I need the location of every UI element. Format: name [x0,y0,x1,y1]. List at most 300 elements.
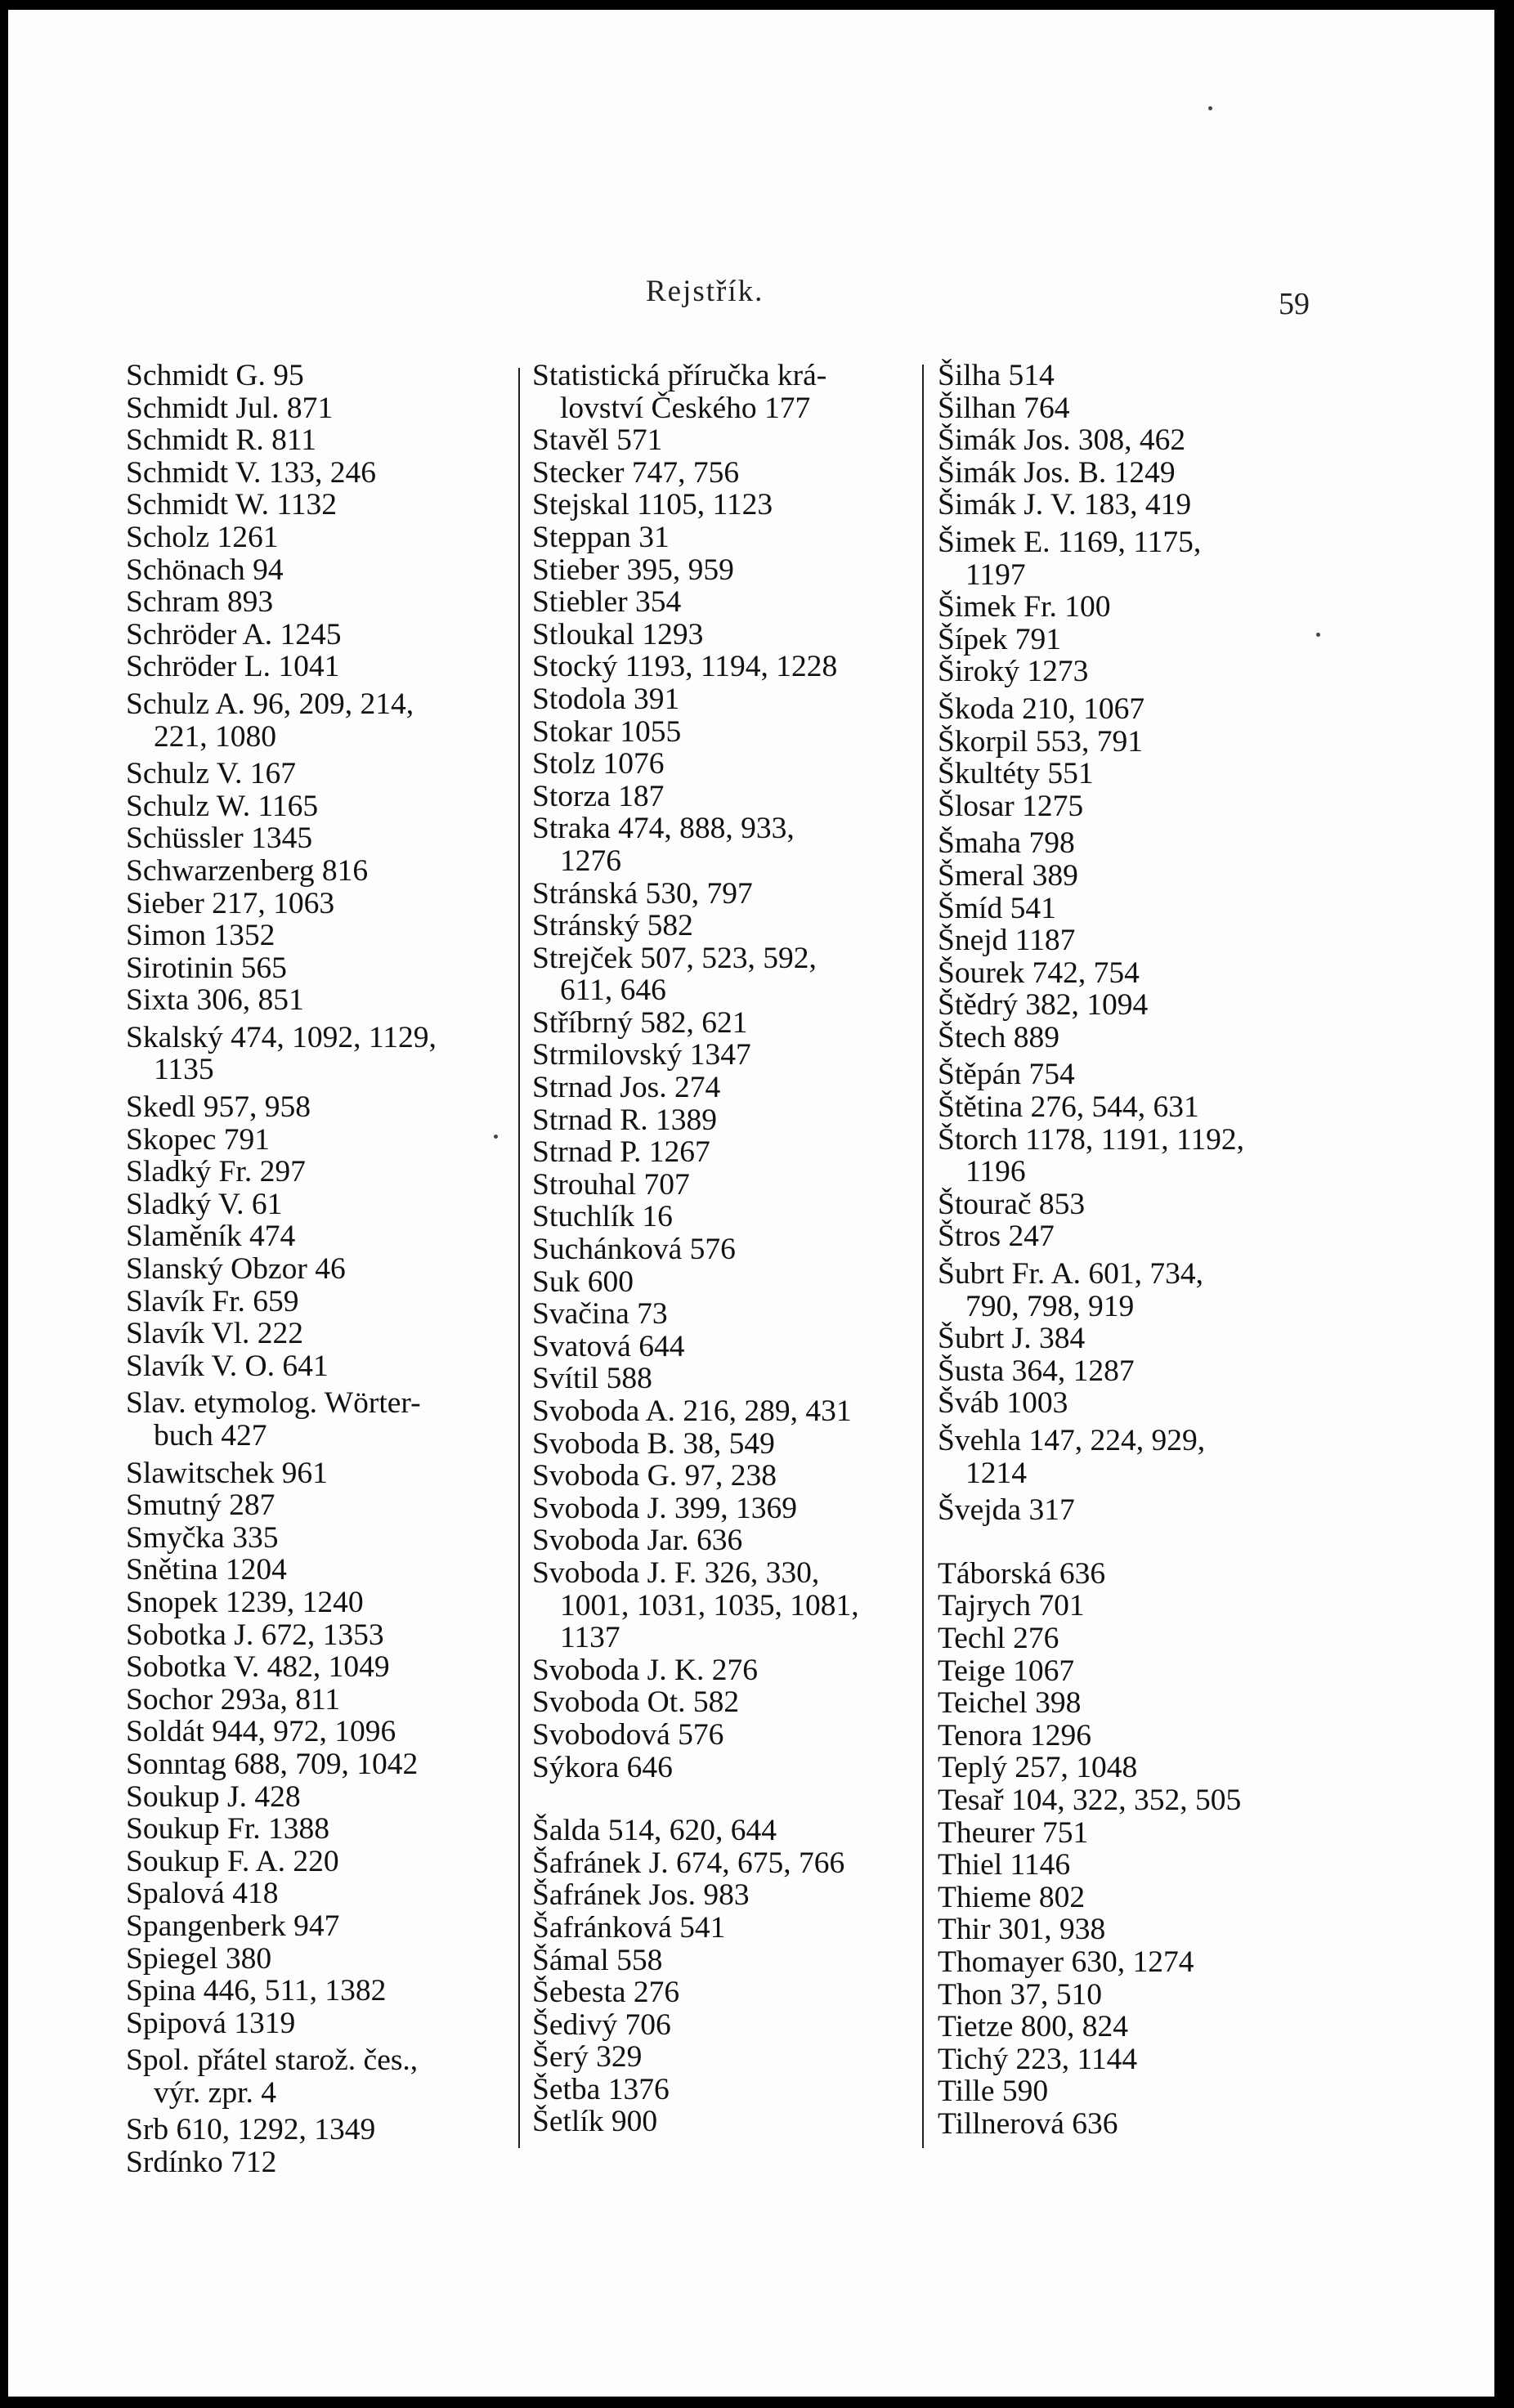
index-entry-line: Soukup J. 428 [126,1779,301,1814]
index-entry [126,1651,510,1684]
index-entry [532,1039,916,1072]
index-entry [532,1654,916,1687]
index-entry [532,781,916,813]
index-entry [126,554,510,587]
index-entry-line: Tenora 1296 [938,1718,1091,1752]
index-entry-line: Schmidt W. 1132 [126,488,338,522]
index-entry [938,457,1322,490]
index-entry [938,624,1322,656]
index-column-1 [126,360,510,2179]
index-entry [532,1945,916,1977]
index-entry-line: Schmidt G. 95 [126,359,304,392]
index-entry-line: Svobodová 576 [532,1717,724,1752]
index-entry-line: Schönach 94 [126,553,284,587]
index-entry [126,1022,510,1086]
running-title: Rejstřík. [646,275,764,308]
index-entry-line: Stloukal 1293 [532,617,704,651]
index-entry-line: Sonntag 688, 709, 1042 [126,1747,419,1781]
index-entry-continuation: buch 427 [154,1419,267,1452]
index-entry-line: Steppan 31 [532,520,670,554]
index-entry-line: Šourek 742, 754 [938,956,1140,990]
index-entry-line: Široký 1273 [938,655,1089,689]
index-entry-line: Škorpil 553, 791 [938,724,1144,759]
index-entry-line: Štros 247 [938,1220,1055,1254]
index-entry [126,521,510,554]
index-entry [126,1091,510,1124]
index-entry [938,2011,1322,2043]
index-entry [126,2007,510,2040]
index-entry [126,1781,510,1814]
index-entry-line: Schulz A. 96, 209, 214, [126,687,414,721]
index-entry-line: Šusta 364, 1287 [938,1354,1135,1388]
index-entry-line: Svítil 588 [532,1362,652,1396]
index-entry [532,1847,916,1880]
index-entry-line: Šlosar 1275 [938,789,1084,823]
index-entry-line: Thir 301, 938 [938,1913,1106,1947]
index-entry-continuation: 1214 [965,1456,1027,1490]
index-entry-line: Smutný 287 [126,1488,275,1523]
index-entry-line: Šafránková 541 [532,1910,726,1945]
index-entry-line: Thieme 802 [938,1880,1086,1914]
index-entry-line: Štourač 853 [938,1187,1086,1221]
index-entry-line: Storza 187 [532,779,665,813]
index-entry-line: Spina 446, 511, 1382 [126,1974,387,2008]
index-entry [532,489,916,521]
index-entry [532,1298,916,1331]
index-entry-line: Suk 600 [532,1264,634,1299]
index-entry-line: Schulz W. 1165 [126,789,319,823]
index-entry [532,812,916,877]
index-entry [938,1913,1322,1946]
index-entry-continuation: 1276 [560,844,621,878]
index-entry [532,1136,916,1169]
index-entry [126,424,510,457]
index-entry [938,1059,1322,1091]
index-entry [938,1655,1322,1688]
index-entry-continuation: výr. zpr. 4 [154,2075,276,2110]
index-entry [532,1557,916,1654]
index-entry-line: Tillnerová 636 [938,2106,1118,2141]
index-entry-line: Šnejd 1187 [938,924,1076,958]
index-entry [938,726,1322,759]
index-entry [126,1975,510,2007]
index-entry-line: Škoda 210, 1067 [938,692,1145,726]
index-entry [126,688,510,753]
index-entry [126,1188,510,1221]
index-entry [126,822,510,855]
index-entry-line: Slavík V. O. 641 [126,1349,329,1383]
index-entry-line: Schulz V. 167 [126,757,297,791]
index-entry [126,984,510,1017]
index-entry [938,1188,1322,1221]
index-entry [532,1233,916,1266]
index-entry-line: Slawitschek 961 [126,1456,328,1490]
index-entry-line: Teige 1067 [938,1654,1075,1688]
index-entry [532,521,916,554]
index-entry [938,424,1322,457]
index-entry-line: Spalová 418 [126,1877,279,1911]
index-entry-line: Šubrt Fr. A. 601, 734, [938,1257,1204,1291]
index-entry [938,1979,1322,2012]
index-entry-line: Šebesta 276 [532,1976,680,2010]
index-entry-line: Techl 276 [938,1621,1059,1655]
index-entry [938,1752,1322,1784]
index-entry [126,489,510,521]
index-entry-line: Šváb 1003 [938,1386,1068,1421]
index-entry [126,1286,510,1318]
index-entry-line: Schmidt R. 811 [126,423,317,458]
index-entry-continuation: 611, 646 [560,973,666,1008]
index-entry-line: Thiel 1146 [938,1848,1071,1882]
index-entry-line: Soukup F. A. 220 [126,1844,339,1878]
index-entry-line: Soldát 944, 972, 1096 [126,1715,396,1749]
index-entry [532,2074,916,2106]
index-entry [126,392,510,425]
index-entry [532,651,916,683]
index-entry-line: Schröder A. 1245 [126,617,342,651]
index-entry-line: Svoboda Ot. 582 [532,1685,740,1720]
index-entry [938,957,1322,990]
index-entry-line: Skedl 957, 958 [126,1090,311,1125]
index-entry [126,1489,510,1522]
index-entry-line: Thon 37, 510 [938,1977,1103,2012]
index-entry-line: Svoboda B. 38, 549 [532,1426,775,1461]
index-entry [938,526,1322,591]
index-entry-line: Suchánková 576 [532,1233,736,1267]
index-entry-line: Šalda 514, 620, 644 [532,1814,777,1848]
index-entry [126,920,510,952]
index-entry [938,591,1322,624]
index-entry [126,360,510,392]
index-entry [126,1387,510,1452]
index-entry [938,1558,1322,1591]
index-entry [532,2041,916,2074]
index-entry [126,855,510,888]
index-entry-line: Šetba 1376 [532,2072,670,2106]
index-entry [532,1524,916,1557]
index-entry [126,2044,510,2109]
index-entry-line: Sieber 217, 1063 [126,886,335,920]
index-entry-line: Srb 610, 1292, 1349 [126,2113,376,2147]
index-entry-line: Stokar 1055 [532,714,682,749]
index-entry-line: Srdínko 712 [126,2146,277,2180]
index-entry [126,952,510,985]
index-entry-line: Šípek 791 [938,622,1062,656]
index-entry [126,1350,510,1383]
index-entry [938,1720,1322,1752]
index-entry-line: Statistická příručka krá- [532,359,827,392]
index-entry [126,1943,510,1976]
index-entry-line: Štědrý 382, 1094 [938,988,1149,1023]
index-entry [532,1815,916,1847]
index-entry [938,1220,1322,1253]
index-entry-line: Sladký Fr. 297 [126,1155,306,1189]
index-entry-continuation: 1196 [965,1155,1026,1189]
index-entry-line: Slaměník 474 [126,1220,296,1254]
index-entry-line: Slavík Vl. 222 [126,1317,304,1351]
index-entry-line: Straka 474, 888, 933, [532,812,795,846]
index-entry [126,1156,510,1188]
index-column-2 [532,360,916,2138]
index-entry-line: Šafránek J. 674, 675, 766 [532,1846,845,1880]
index-entry [532,1976,916,2009]
index-entry-line: Soukup Fr. 1388 [126,1812,330,1846]
index-entry-line: Theurer 751 [938,1815,1089,1850]
index-entry-line: Schram 893 [126,585,274,620]
index-entry-line: Stříbrný 582, 621 [532,1005,748,1040]
index-entry [938,1355,1322,1388]
index-entry-line: Svoboda J. F. 326, 330, [532,1555,820,1590]
index-entry [938,392,1322,425]
index-entry-line: Thomayer 630, 1274 [938,1945,1194,1979]
index-entry [532,1007,916,1040]
index-entry [938,2043,1322,2076]
index-entry [938,893,1322,925]
index-entry [126,790,510,823]
index-entry [532,1493,916,1525]
index-entry-line: Strnad Jos. 274 [532,1071,721,1105]
index-entry-line: Schüssler 1345 [126,821,313,856]
index-entry-line: Stránský 582 [532,909,693,943]
index-entry [532,878,916,911]
index-entry-line: Schmidt Jul. 871 [126,391,334,425]
index-entry-line: Strejček 507, 523, 592, [532,941,817,975]
index-entry-line: Spol. přátel starož. čes., [126,2043,419,2078]
index-entry-line: Táborská 636 [938,1556,1106,1591]
index-entry [938,1124,1322,1188]
index-entry [938,989,1322,1022]
index-entry-line: Svoboda G. 97, 238 [532,1459,777,1493]
index-entry [126,1684,510,1716]
index-entry [532,554,916,587]
index-entry-line: Tille 590 [938,2075,1049,2109]
index-entry-line: Štech 889 [938,1020,1059,1054]
index-entry-line: Skopec 791 [126,1122,271,1157]
index-column-3 [938,360,1322,2140]
index-entry [938,1022,1322,1054]
index-entry-line: Šimek E. 1169, 1175, [938,525,1202,559]
index-entry [938,1387,1322,1420]
index-entry-line: Stecker 747, 756 [532,455,740,490]
index-entry-line: Šilhan 764 [938,391,1070,425]
index-entry [126,457,510,490]
index-entry-line: Smyčka 335 [126,1520,279,1555]
index-entry-line: Svoboda Jar. 636 [532,1524,743,1558]
index-entry [938,1258,1322,1323]
index-entry-continuation: 790, 798, 919 [965,1289,1135,1323]
index-entry [938,2108,1322,2141]
index-entry-line: Šafránek Jos. 983 [532,1878,750,1913]
index-entry [532,586,916,619]
index-entry [126,2146,510,2179]
index-entry [938,1946,1322,1979]
index-entry-line: Slavík Fr. 659 [126,1284,299,1318]
index-entry-line: Spiegel 380 [126,1941,272,1976]
index-entry-continuation: lovství Českého 177 [560,391,811,425]
scan-speck [1208,106,1212,110]
index-entry [126,1910,510,1943]
index-entry-continuation: 1135 [154,1053,214,1087]
index-entry [938,1323,1322,1355]
index-entry-line: Sochor 293a, 811 [126,1682,341,1716]
index-entry [532,1104,916,1137]
index-entry [938,1622,1322,1655]
index-entry [938,1849,1322,1882]
index-entry [126,586,510,619]
index-entry [532,1752,916,1784]
index-entry-line: Stolz 1076 [532,747,665,781]
index-entry [938,1425,1322,1489]
index-entry-line: Stieber 395, 959 [532,553,734,587]
index-entry-continuation: 1137 [560,1621,620,1655]
column-divider-2 [922,365,924,2148]
index-entry-line: Stocký 1193, 1194, 1228 [532,650,838,684]
index-entry-line: Šimek Fr. 100 [938,590,1111,624]
index-entry [126,1748,510,1781]
index-entry [938,790,1322,823]
index-entry [938,1590,1322,1622]
index-entry-line: Slav. etymolog. Wörter- [126,1386,421,1421]
index-entry-line: Šimák Jos. B. 1249 [938,455,1176,490]
index-entry [938,360,1322,392]
index-entry [532,1460,916,1493]
index-entry [126,1878,510,1910]
index-entry-line: Schmidt V. 133, 246 [126,455,376,490]
index-entry [532,1395,916,1428]
index-entry [532,2009,916,2042]
index-entry-line: Stiebler 354 [532,585,682,620]
index-entry [126,1124,510,1157]
index-entry [938,1494,1322,1527]
index-entry-line: Sixta 306, 851 [126,983,304,1018]
index-entry [532,360,916,424]
index-entry-line: Svačina 73 [532,1297,668,1332]
index-entry-continuation: 1197 [965,557,1026,592]
index-entry-line: Stodola 391 [532,682,680,716]
index-entry [532,424,916,457]
index-entry-line: Tesař 104, 322, 352, 505 [938,1783,1242,1817]
index-entry [532,1331,916,1363]
index-entry [532,1428,916,1461]
index-entry [532,1072,916,1104]
index-entry [126,1846,510,1878]
index-entry [126,2114,510,2146]
index-entry [126,1220,510,1253]
index-entry-line: Simon 1352 [126,919,275,953]
column-divider-1 [518,368,520,2148]
index-entry-line: Spipová 1319 [126,2006,296,2040]
index-entry [938,1687,1322,1720]
index-entry-line: Šimák J. V. 183, 419 [938,488,1192,522]
index-entry-line: Štěpán 754 [938,1058,1075,1092]
index-entry [938,656,1322,688]
index-entry [126,651,510,683]
scan-speck [494,1135,498,1139]
index-entry [938,827,1322,860]
index-entry [532,1912,916,1945]
index-entry-line: Šedivý 706 [532,2007,671,2042]
index-entry [532,1879,916,1912]
index-entry-line: Tietze 800, 824 [938,2010,1128,2044]
index-entry-line: Sýkora 646 [532,1750,673,1784]
index-entry-line: Sirotinin 565 [126,951,287,985]
index-entry-line: Šilha 514 [938,359,1055,392]
index-entry [938,758,1322,790]
index-entry [532,683,916,716]
index-entry [938,1091,1322,1124]
index-entry [938,924,1322,957]
index-entry-line: Šimák Jos. 308, 462 [938,423,1186,458]
index-entry [938,489,1322,521]
index-entry-line: Šerý 329 [532,2040,643,2075]
index-entry [938,2075,1322,2108]
index-entry [532,1201,916,1233]
index-entry [532,910,916,942]
index-entry [532,1266,916,1299]
index-entry-line: Šubrt J. 384 [938,1322,1086,1356]
index-entry-line: Strnad P. 1267 [532,1135,710,1170]
index-entry-line: Švejda 317 [938,1493,1075,1528]
index-entry [532,457,916,490]
index-entry-line: Stavěl 571 [532,423,663,458]
book-page [8,10,1494,2397]
index-entry-line: Sobotka V. 482, 1049 [126,1650,390,1685]
index-entry-line: Švehla 147, 224, 929, [938,1424,1206,1457]
index-entry-line: Šmaha 798 [938,826,1075,861]
index-entry-line: Šámal 558 [532,1943,663,1977]
index-entry [532,619,916,651]
index-entry-line: Svoboda A. 216, 289, 431 [532,1394,852,1428]
index-entry-line: Spangenberk 947 [126,1909,340,1943]
index-entry-line: Tichý 223, 1144 [938,2042,1138,2076]
index-entry [938,860,1322,893]
index-entry [126,1554,510,1587]
index-entry [126,1318,510,1350]
index-entry [126,1716,510,1748]
index-entry-line: Svoboda J. K. 276 [532,1653,759,1687]
index-entry [126,1522,510,1555]
index-entry-line: Sladký V. 61 [126,1187,283,1221]
index-entry-line: Schwarzenberg 816 [126,853,369,888]
index-entry-line: Šmíd 541 [938,891,1056,925]
index-entry [532,1686,916,1719]
index-entry [532,748,916,781]
index-entry [532,1719,916,1752]
index-entry-line: Sobotka J. 672, 1353 [126,1618,384,1652]
index-entry-line: Šetlík 900 [532,2105,658,2139]
index-entry-line: Strnad R. 1389 [532,1103,718,1137]
index-entry-line: Scholz 1261 [126,520,279,554]
index-entry-line: Šmeral 389 [938,858,1078,893]
index-entry [126,758,510,790]
index-entry-line: Skalský 474, 1092, 1129, [126,1020,437,1054]
index-entry-line: Stejskal 1105, 1123 [532,488,773,522]
index-entry [532,2106,916,2138]
index-entry-continuation: 1001, 1031, 1035, 1081, [560,1588,859,1622]
scan-speck [1316,633,1320,637]
index-entry [126,1619,510,1652]
index-entry-line: Svoboda J. 399, 1369 [532,1491,797,1525]
index-entry [126,888,510,920]
index-entry-line: Tajrych 701 [938,1589,1085,1623]
page-number: 59 [1279,287,1310,321]
index-entry [938,1882,1322,1914]
index-entry [532,1363,916,1395]
index-entry-line: Slanský Obzor 46 [126,1252,346,1287]
index-entry-line: Štětina 276, 544, 631 [938,1090,1199,1125]
index-entry [126,1253,510,1286]
index-entry [532,716,916,749]
